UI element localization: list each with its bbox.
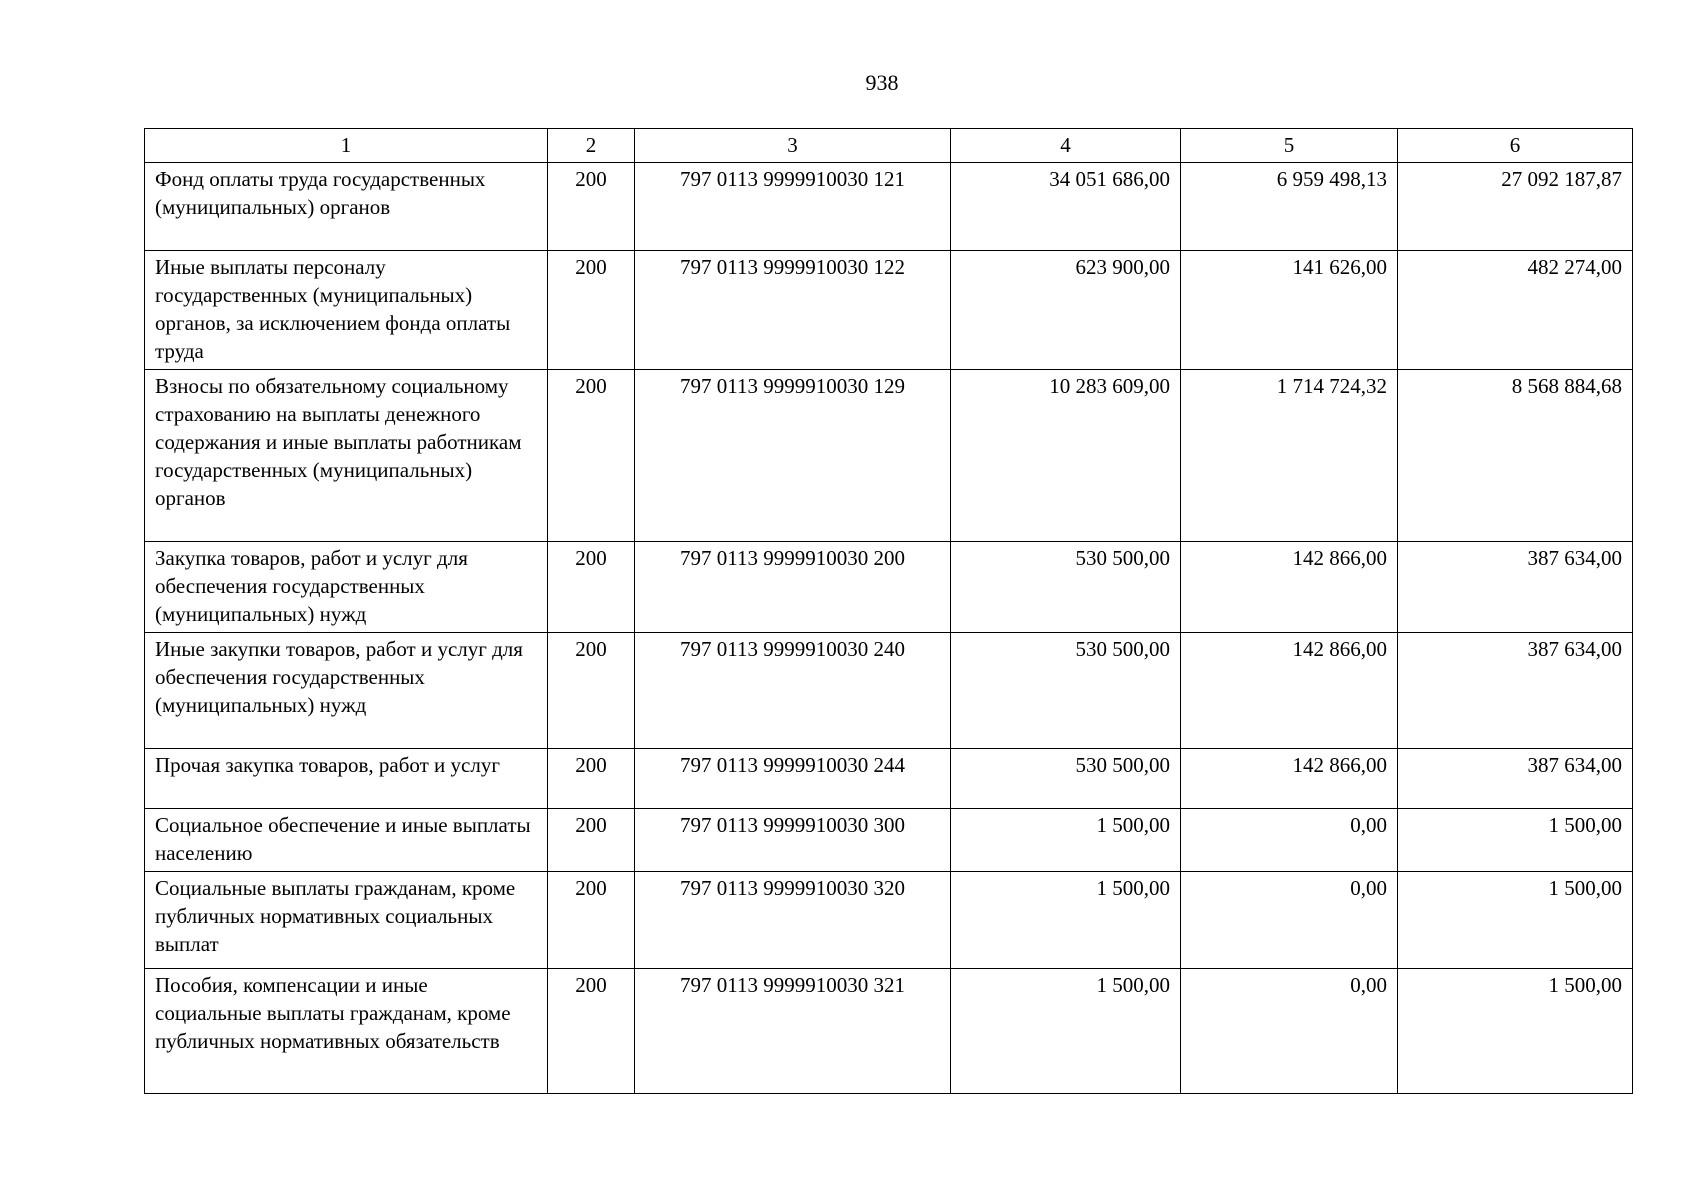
table-row	[145, 163, 1633, 251]
table-row	[145, 370, 1633, 542]
row-line-code: 200	[548, 251, 635, 370]
row-line-code: 200	[548, 370, 635, 542]
row-name: Взносы по обязательному социальному страхованию на выплаты денежного содержания и иные выплаты работникам государственных (муниципальных) органов	[145, 370, 548, 542]
row-line-code: 200	[548, 542, 635, 633]
row-executed: 0,00	[1181, 809, 1398, 872]
row-budget-code: 797 0113 9999910030 122	[635, 251, 951, 370]
row-name: Иные закупки товаров, работ и услуг для обеспечения государственных (муниципальных) нужд	[145, 633, 548, 749]
row-executed: 141 626,00	[1181, 251, 1398, 370]
row-unexecuted: 27 092 187,87	[1398, 163, 1633, 251]
table-row	[145, 809, 1633, 872]
row-approved: 34 051 686,00	[951, 163, 1181, 251]
row-executed: 6 959 498,13	[1181, 163, 1398, 251]
row-approved: 1 500,00	[951, 969, 1181, 1094]
row-budget-code: 797 0113 9999910030 121	[635, 163, 951, 251]
row-approved: 1 500,00	[951, 872, 1181, 969]
column-header-5: 5	[1181, 129, 1398, 163]
row-executed: 0,00	[1181, 872, 1398, 969]
row-approved: 530 500,00	[951, 749, 1181, 809]
row-budget-code: 797 0113 9999910030 300	[635, 809, 951, 872]
row-approved: 530 500,00	[951, 633, 1181, 749]
row-name: Пособия, компенсации и иные социальные выплаты гражданам, кроме публичных нормативных обязательств	[145, 969, 548, 1094]
row-budget-code: 797 0113 9999910030 200	[635, 542, 951, 633]
row-unexecuted: 1 500,00	[1398, 809, 1633, 872]
row-unexecuted: 387 634,00	[1398, 749, 1633, 809]
row-budget-code: 797 0113 9999910030 320	[635, 872, 951, 969]
row-approved: 10 283 609,00	[951, 370, 1181, 542]
row-executed: 0,00	[1181, 969, 1398, 1094]
page-number: 938	[865, 70, 899, 95]
row-executed: 1 714 724,32	[1181, 370, 1398, 542]
row-executed: 142 866,00	[1181, 749, 1398, 809]
row-unexecuted: 387 634,00	[1398, 542, 1633, 633]
row-budget-code: 797 0113 9999910030 321	[635, 969, 951, 1094]
row-approved: 530 500,00	[951, 542, 1181, 633]
row-line-code: 200	[548, 163, 635, 251]
row-budget-code: 797 0113 9999910030 129	[635, 370, 951, 542]
table-row	[145, 749, 1633, 809]
row-budget-code: 797 0113 9999910030 244	[635, 749, 951, 809]
table-row	[145, 633, 1633, 749]
row-line-code: 200	[548, 633, 635, 749]
row-line-code: 200	[548, 809, 635, 872]
row-unexecuted: 8 568 884,68	[1398, 370, 1633, 542]
row-approved: 1 500,00	[951, 809, 1181, 872]
row-line-code: 200	[548, 749, 635, 809]
row-name: Социальное обеспечение и иные выплаты населению	[145, 809, 548, 872]
column-header-3: 3	[635, 129, 951, 163]
table-row	[145, 542, 1633, 633]
row-name: Прочая закупка товаров, работ и услуг	[145, 749, 548, 809]
row-unexecuted: 387 634,00	[1398, 633, 1633, 749]
column-header-1: 1	[145, 129, 548, 163]
column-header-2: 2	[548, 129, 635, 163]
column-header-6: 6	[1398, 129, 1633, 163]
row-budget-code: 797 0113 9999910030 240	[635, 633, 951, 749]
table-row	[145, 969, 1633, 1094]
column-number-row	[145, 129, 1633, 163]
row-name: Иные выплаты персоналу государственных (муниципальных) органов, за исключением фонда оплаты труда	[145, 251, 548, 370]
row-unexecuted: 1 500,00	[1398, 872, 1633, 969]
row-line-code: 200	[548, 872, 635, 969]
row-line-code: 200	[548, 969, 635, 1094]
row-name: Фонд оплаты труда государственных (муниципальных) органов	[145, 163, 548, 251]
row-name: Социальные выплаты гражданам, кроме публичных нормативных социальных выплат	[145, 872, 548, 969]
row-executed: 142 866,00	[1181, 633, 1398, 749]
row-approved: 623 900,00	[951, 251, 1181, 370]
row-name: Закупка товаров, работ и услуг для обеспечения государственных (муниципальных) нужд	[145, 542, 548, 633]
column-header-4: 4	[951, 129, 1181, 163]
row-executed: 142 866,00	[1181, 542, 1398, 633]
table-row	[145, 872, 1633, 969]
budget-execution-table	[144, 128, 1633, 1094]
table-row	[145, 251, 1633, 370]
row-unexecuted: 1 500,00	[1398, 969, 1633, 1094]
row-unexecuted: 482 274,00	[1398, 251, 1633, 370]
